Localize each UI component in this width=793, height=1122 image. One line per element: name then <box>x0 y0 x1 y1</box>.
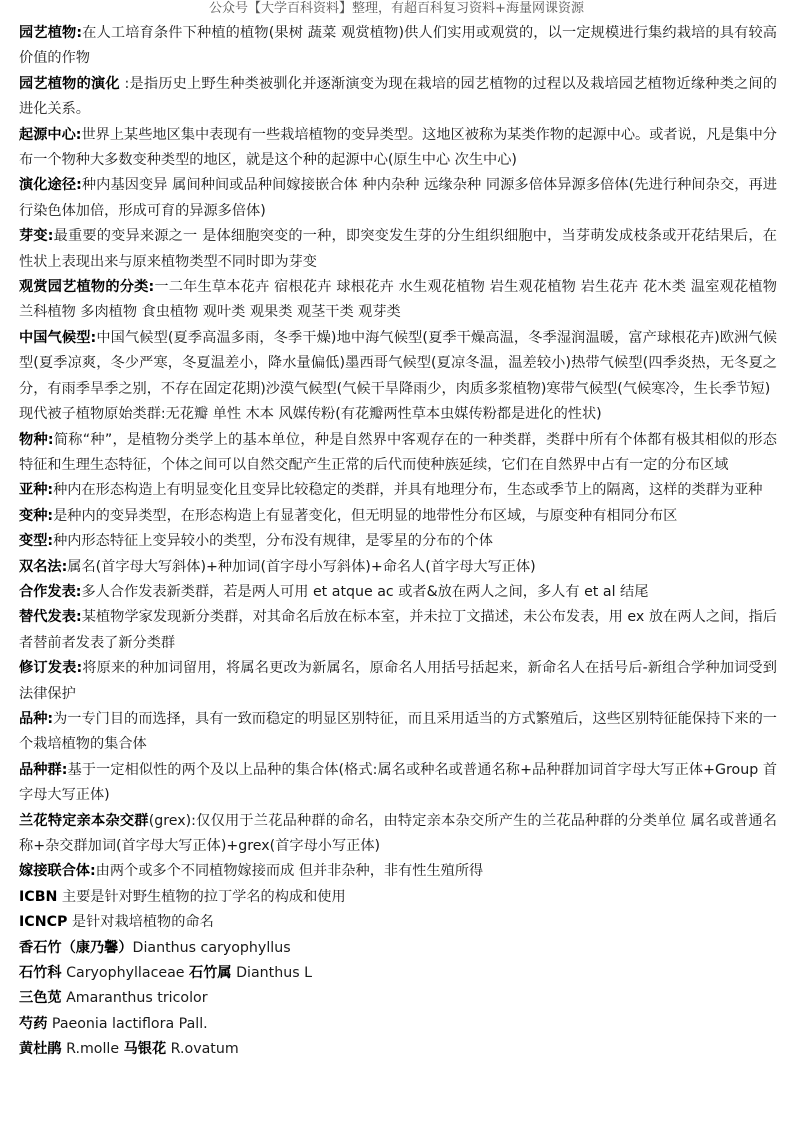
entry-text: 由两个或多个不同植物嫁接而成 但并非杂种，非有性生殖所得 <box>95 863 484 880</box>
entry-text: 为一专门目的而选择，具有一致而稳定的明显区别特征，而且采用适当的方式繁殖后，这些区别特征能保持下来的一个栽培植物的集合体 <box>19 710 777 753</box>
entry-text: :是指历史上野生种类被驯化并逐渐演变为现在栽培的园艺植物的过程以及栽培园艺植物近缘种类之间的进化关系。 <box>19 75 777 118</box>
entry-text: 将原来的种加词留用，将属名更改为新属名，原命名人用括号括起来，新命名人在括号后-新组合学种加词受到法律保护 <box>19 660 777 702</box>
glossary-entry <box>19 605 777 656</box>
entry-text: 主要是针对野生植物的拉丁学名的构成和使用 <box>57 888 346 905</box>
glossary-entry <box>19 326 777 402</box>
entry-term: ICNCP <box>19 914 68 931</box>
entry-term: 石竹科 <box>19 965 62 982</box>
glossary-entry <box>19 21 777 72</box>
entry-term: 香石竹（康乃馨） <box>19 939 133 956</box>
glossary-entry <box>19 123 777 174</box>
glossary-entry <box>19 758 777 809</box>
entry-text: 基于一定相似性的两个及以上品种的集合体(格式:属名或种名或普通名称+品种群加词首字母大写正体+Group 首字母大写正体) <box>19 761 778 804</box>
glossary-entry <box>19 173 777 224</box>
document-body <box>19 21 777 1063</box>
glossary-entry <box>19 809 777 860</box>
glossary-entry <box>19 707 777 758</box>
glossary-entry <box>19 1037 777 1062</box>
entry-text: 多人合作发表新类群，若是两人可用 et atque ac 或者&放在两人之间，多人有 et al 结尾 <box>81 583 649 600</box>
entry-term: 嫁接联合体: <box>19 863 96 880</box>
entry-text: 简称“种”，是植物分类学上的基本单位，种是自然界中客观存在的一种类群，类群中所有个体都有极其相似的形态特征和生理生态特征，个体之间可以自然交配产生正常的后代而使种族延续，它们在自然界中占有一定的分布区域 <box>19 431 777 473</box>
entry-term: 兰花特定亲本杂交群 <box>19 812 149 829</box>
entry-text: 一二年生草本花卉 宿根花卉 球根花卉 水生观花植物 岩生观花植物 岩生花卉 花木类 温室观花植物 兰科植物 多肉植物 食虫植物 观叶类 观果类 观茎干类 观芽类 <box>19 279 777 321</box>
glossary-entry <box>19 936 777 961</box>
entry-text: Dianthus L <box>231 965 313 982</box>
watermark-header: 公众号【大学百科资料】整理，有超百科复习资料+海量网课资源 <box>209 1 584 16</box>
entry-text: 是种内的变异类型，在形态构造上有显著变化，但无明显的地带性分布区域，与原变种有相同分布区 <box>53 507 678 524</box>
glossary-entry <box>19 859 777 884</box>
entry-term: ICBN <box>19 888 58 905</box>
entry-term: 起源中心: <box>19 126 82 143</box>
entry-text: Amaranthus tricolor <box>61 990 208 1007</box>
entry-term: 石竹属 <box>189 965 232 982</box>
entry-text: 在人工培育条件下种植的植物(果树 蔬菜 观赏植物)供人们实用或观赏的，以一定规模进行集约栽培的具有较高价值的作物 <box>19 25 777 67</box>
entry-term: 园艺植物: <box>19 25 83 41</box>
entry-text: R.ovatum <box>166 1041 239 1058</box>
glossary-entry <box>19 555 777 580</box>
glossary-entry <box>19 1012 777 1037</box>
entry-term: 替代发表: <box>19 609 82 626</box>
entry-text: 种内基因变异 属间种间或品种间嫁接嵌合体 种内杂种 远缘杂种 同源多倍体异源多倍体(先进行种间杂交，再进行染色体加倍，形成可育的异源多倍体) <box>19 177 777 219</box>
entry-term: 亚种: <box>19 482 54 499</box>
entry-term: 芍药 <box>19 1015 48 1032</box>
glossary-entry <box>19 72 777 123</box>
entry-text: 中国气候型(夏季高温多雨，冬季干燥)地中海气候型(夏季干燥高温，冬季湿润温暖，富产球根花卉)欧洲气候型(夏季凉爽，冬少严寒，冬夏温差小，降水量偏低)墨西哥气候型(夏凉冬温，温差较小)热带气候型(四季炎热，无冬夏之分，有雨季旱季之别，不存在固定花期)沙漠气候型(气候干旱降雨少，肉质多浆植物)寒带气候型(气候寒冷，生长季节短) <box>19 329 777 397</box>
entry-term: 三色苋 <box>19 990 62 1007</box>
entry-term: 品种: <box>19 710 54 727</box>
glossary-entry <box>19 529 777 554</box>
glossary-entry <box>19 504 777 529</box>
entry-term: 芽变: <box>19 228 54 245</box>
entry-text: 现代被子植物原始类群:无花瓣 单性 木本 风媒传粉(有花瓣两性草本虫媒传粉都是进化的性状) <box>19 406 602 423</box>
entry-text: Paeonia lactiflora Pall. <box>47 1015 208 1032</box>
entry-term: 物种: <box>19 431 54 448</box>
glossary-entry <box>19 580 777 605</box>
entry-text: 属名(首字母大写斜体)+种加词(首字母小写斜体)+命名人(首字母大写正体) <box>67 558 536 575</box>
entry-text: 种内形态特征上变异较小的类型，分布没有规律，是零星的分布的个体 <box>53 533 493 550</box>
entry-term: 修订发表: <box>19 660 83 677</box>
glossary-entry <box>19 986 777 1011</box>
entry-term: 马银花 <box>123 1041 167 1058</box>
entry-text: 世界上某些地区集中表现有一些栽培植物的变异类型。这地区被称为某类作物的起源中心。或者说，凡是集中分布一个物种大多数变种类型的地区，就是这个种的起源中心(原生中心 次生中心) <box>19 126 777 169</box>
entry-term: 合作发表: <box>19 583 82 600</box>
entry-term: 品种群: <box>19 761 68 778</box>
entry-term: 变种: <box>19 507 54 524</box>
glossary-entry <box>19 656 777 707</box>
glossary-entry <box>19 428 777 479</box>
entry-text: 最重要的变异来源之一 是体细胞突变的一种，即突变发生芽的分生组织细胞中，当芽萌发成枝条或开花结果后，在性状上表现出来与原来植物类型不同时即为芽变 <box>19 228 777 270</box>
entry-text: Caryophyllaceae <box>61 965 190 982</box>
glossary-entry <box>19 224 777 275</box>
entry-term: 变型: <box>19 533 54 550</box>
entry-term: 园艺植物的演化 <box>19 75 120 92</box>
entry-term: 中国气候型: <box>19 329 97 346</box>
glossary-entry <box>19 478 777 503</box>
entry-text: 是针对栽培植物的命名 <box>67 914 214 931</box>
entry-term: 观赏园艺植物的分类: <box>19 279 155 296</box>
entry-term: 黄杜鹃 <box>19 1041 62 1058</box>
entry-text: R.molle <box>61 1041 124 1058</box>
entry-text: Dianthus caryophyllus <box>132 939 291 956</box>
glossary-entry <box>19 910 777 935</box>
glossary-entry <box>19 885 777 910</box>
entry-text: 某植物学家发现新分类群，对其命名后放在标本室，并未拉丁文描述，未公布发表，用 ex 放在两人之间，指后者替前者发表了新分类群 <box>19 609 777 651</box>
entry-term: 双名法: <box>19 558 68 575</box>
entry-text: 种内在形态构造上有明显变化且变异比较稳定的类群，并具有地理分布，生态或季节上的隔离，这样的类群为亚种 <box>53 482 763 499</box>
entry-term: 演化途径: <box>19 177 82 194</box>
entry-text: (grex):仅仅用于兰花品种群的命名，由特定亲本杂交所产生的兰花品种群的分类单位 属名或普通名称+杂交群加词(首字母大写正体)+grex(首字母小写正体) <box>19 812 777 854</box>
glossary-entry <box>19 402 777 427</box>
glossary-entry <box>19 961 777 986</box>
glossary-entry <box>19 275 777 326</box>
